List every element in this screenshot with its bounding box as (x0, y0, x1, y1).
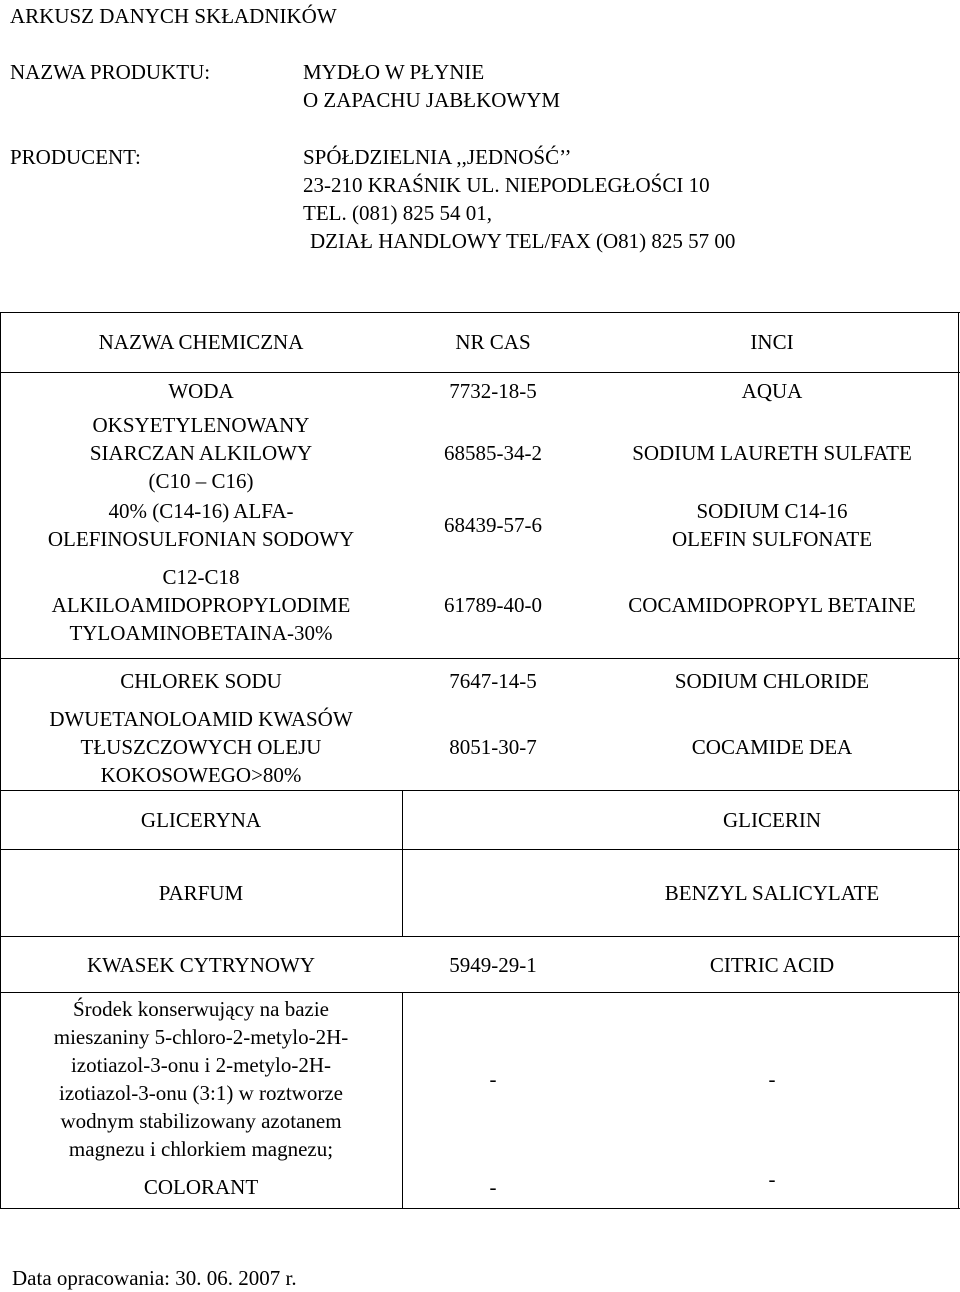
table-row-inci: COCAMIDOPROPYL BETAINE (628, 593, 916, 617)
table-row-inci: AQUA (741, 379, 803, 403)
producer-line-4: DZIAŁ HANDLOWY TEL/FAX (O81) 825 57 00 (310, 229, 736, 253)
producer-line-3: TEL. (081) 825 54 01, (303, 201, 492, 225)
table-row-name: C12-C18 ALKILOAMIDOPROPYLODIME TYLOAMINOBETAINA-30% (51, 565, 351, 645)
header-cas-number: NR CAS (455, 330, 531, 354)
table-row-name: COLORANT (143, 1175, 259, 1199)
table-row-name: CHLOREK SODU (120, 669, 282, 693)
table-row-inci: - (768, 1067, 776, 1091)
product-name-line-2: O ZAPACHU JABŁKOWYM (303, 88, 561, 112)
table-row-cas: 8051-30-7 (449, 735, 537, 759)
producer-line-1: SPÓŁDZIELNIA ,,JEDNOŚĆ’’ (303, 145, 572, 169)
ingredients-table (0, 312, 960, 1209)
table-row-inci: GLICERIN (723, 808, 821, 832)
table-row-inci: SODIUM C14-16 OLEFIN SULFONATE (671, 499, 873, 551)
table-row-name: 40% (C14-16) ALFA- OLEFINOSULFONIAN SODOWY (47, 499, 355, 551)
producer-label: PRODUCENT: (10, 145, 141, 169)
table-row-name: Środek konserwujący na bazie mieszaniny 5-chloro-2-metylo-2H- izotiazol-3-onu i 2-metylo-2H- izotiazol-3-onu (3:1) w roztworze wodnym stabilizowany azotanem magnezu i chlorkiem magnezu; (53, 997, 349, 1161)
product-label: NAZWA PRODUKTU: (10, 60, 211, 84)
preparation-date: Data opracowania: 30. 06. 2007 r. (12, 1266, 297, 1290)
table-row-cas: - (489, 1067, 497, 1091)
header-inci: INCI (750, 330, 794, 354)
table-row-cas: 7647-14-5 (449, 669, 537, 693)
table-row-inci: SODIUM CHLORIDE (674, 669, 870, 693)
table-row-name: DWUETANOLOAMID KWASÓW TŁUSZCZOWYCH OLEJU KOKOSOWEGO>80% (49, 707, 353, 787)
producer-line-2: 23-210 KRAŚNIK UL. NIEPODLEGŁOŚCI 10 (303, 173, 710, 197)
table-row-cas: 68439-57-6 (444, 513, 542, 537)
header-chemical-name: NAZWA CHEMICZNA (98, 330, 304, 354)
table-row-cas (402, 850, 584, 936)
table-row-inci: CITRIC ACID (709, 952, 835, 977)
table-row-cas: 68585-34-2 (444, 441, 542, 465)
table-row-name: WODA (168, 379, 234, 403)
table-row-cas (402, 791, 584, 849)
table-row-name: PARFUM (158, 881, 244, 905)
table-row-inci: - (768, 1167, 776, 1191)
table-row-cas: - (489, 1175, 497, 1199)
table-row-cas: 5949-29-1 (449, 952, 537, 977)
table-row-cas: 61789-40-0 (444, 593, 542, 617)
product-name-line-1: MYDŁO W PŁYNIE (303, 60, 485, 84)
table-row-name: OKSYETYLENOWANY SIARCZAN ALKILOWY (C10 – C16) (89, 413, 313, 493)
table-row-inci: COCAMIDE DEA (691, 735, 853, 759)
table-row-cas: 7732-18-5 (449, 379, 537, 403)
table-row-inci: SODIUM LAURETH SULFATE (632, 441, 912, 465)
table-row-name: GLICERYNA (140, 808, 262, 832)
document-title: ARKUSZ DANYCH SKŁADNIKÓW (10, 4, 337, 28)
table-row-inci: BENZYL SALICYLATE (664, 881, 880, 905)
table-row-name: KWASEK CYTRYNOWY (86, 952, 316, 977)
